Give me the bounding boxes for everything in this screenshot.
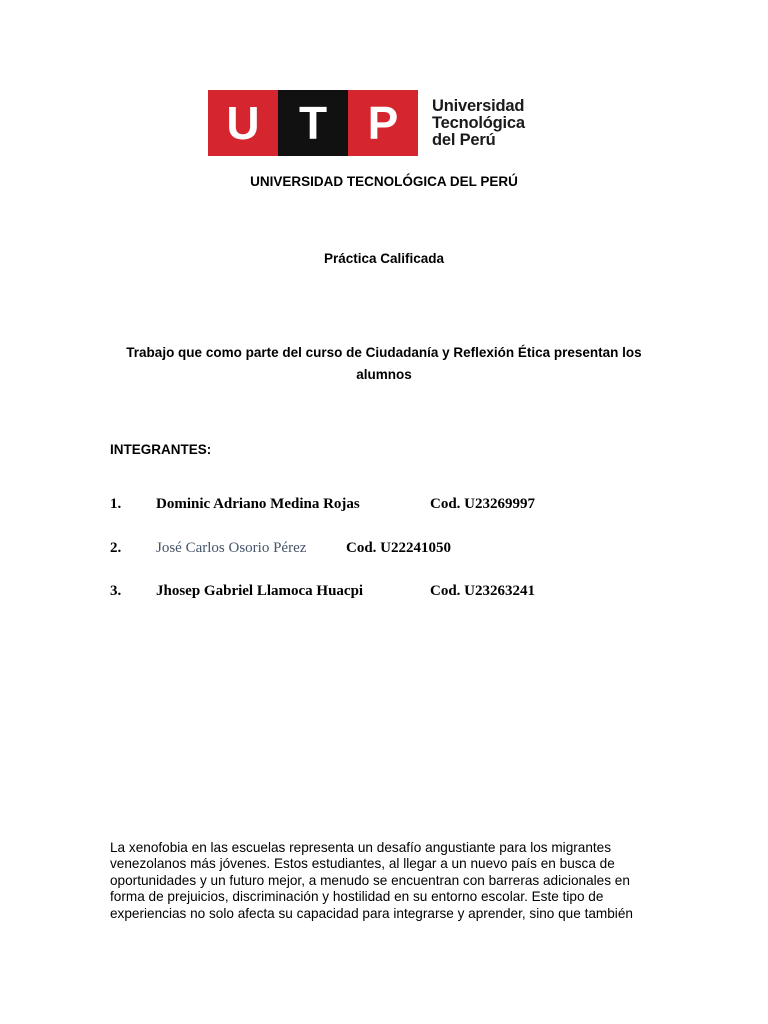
member-number: 1.: [110, 496, 122, 512]
university-title: UNIVERSIDAD TECNOLÓGICA DEL PERÚ: [250, 174, 518, 189]
subtitle-line: alumnos: [356, 367, 412, 382]
body-paragraph: [110, 840, 666, 922]
members-heading: INTEGRANTES:: [110, 442, 212, 457]
member-name: José Carlos Osorio Pérez: [156, 540, 307, 556]
logo-wordmark-line: Universidad: [432, 97, 525, 115]
logo-letter-t: [278, 90, 348, 156]
logo-letter-u: [208, 90, 278, 156]
course-subtitle: [105, 342, 663, 386]
member-name: Jhosep Gabriel Llamoca Huacpi: [156, 583, 364, 599]
logo-letter-t-text: T: [298, 97, 328, 149]
body-line: La xenofobia en las escuelas representa un desafío angustiante para los migrantes: [110, 840, 612, 855]
member-name: Dominic Adriano Medina Rojas: [156, 496, 360, 512]
document-type: Práctica Calificada: [323, 251, 445, 266]
logo-letter-p: [348, 90, 418, 156]
member-number: 2.: [110, 540, 122, 556]
body-line: venezolanos más jóvenes. Estos estudiantes, al llegar a un nuevo país en busca de: [110, 856, 615, 872]
logo-letter-u-text: U: [226, 97, 260, 149]
body-line: oportunidades y un futuro mejor, a menudo se encuentran con barreras adicionales en: [110, 872, 630, 888]
member-code: Cod. U23269997: [430, 496, 536, 512]
logo-wordmark-line: Tecnológica: [432, 114, 525, 132]
member-code: Cod. U22241050: [346, 540, 452, 556]
logo-letter-p-text: P: [367, 97, 399, 149]
utp-logo: [208, 90, 533, 157]
member-code: Cod. U23263241: [430, 583, 536, 599]
subtitle-line: Trabajo que como parte del curso de Ciudadanía y Reflexión Ética presentan los: [126, 345, 642, 360]
body-line: experiencias no solo afecta su capacidad para integrarse y aprender, sino que también: [110, 905, 633, 921]
member-number: 3.: [110, 583, 122, 599]
body-line: forma de prejuicios, discriminación y hostilidad en su entorno escolar. Este tipo de: [110, 889, 604, 905]
logo-wordmark: [432, 98, 525, 149]
logo-wordmark-line: del Perú: [432, 131, 496, 149]
